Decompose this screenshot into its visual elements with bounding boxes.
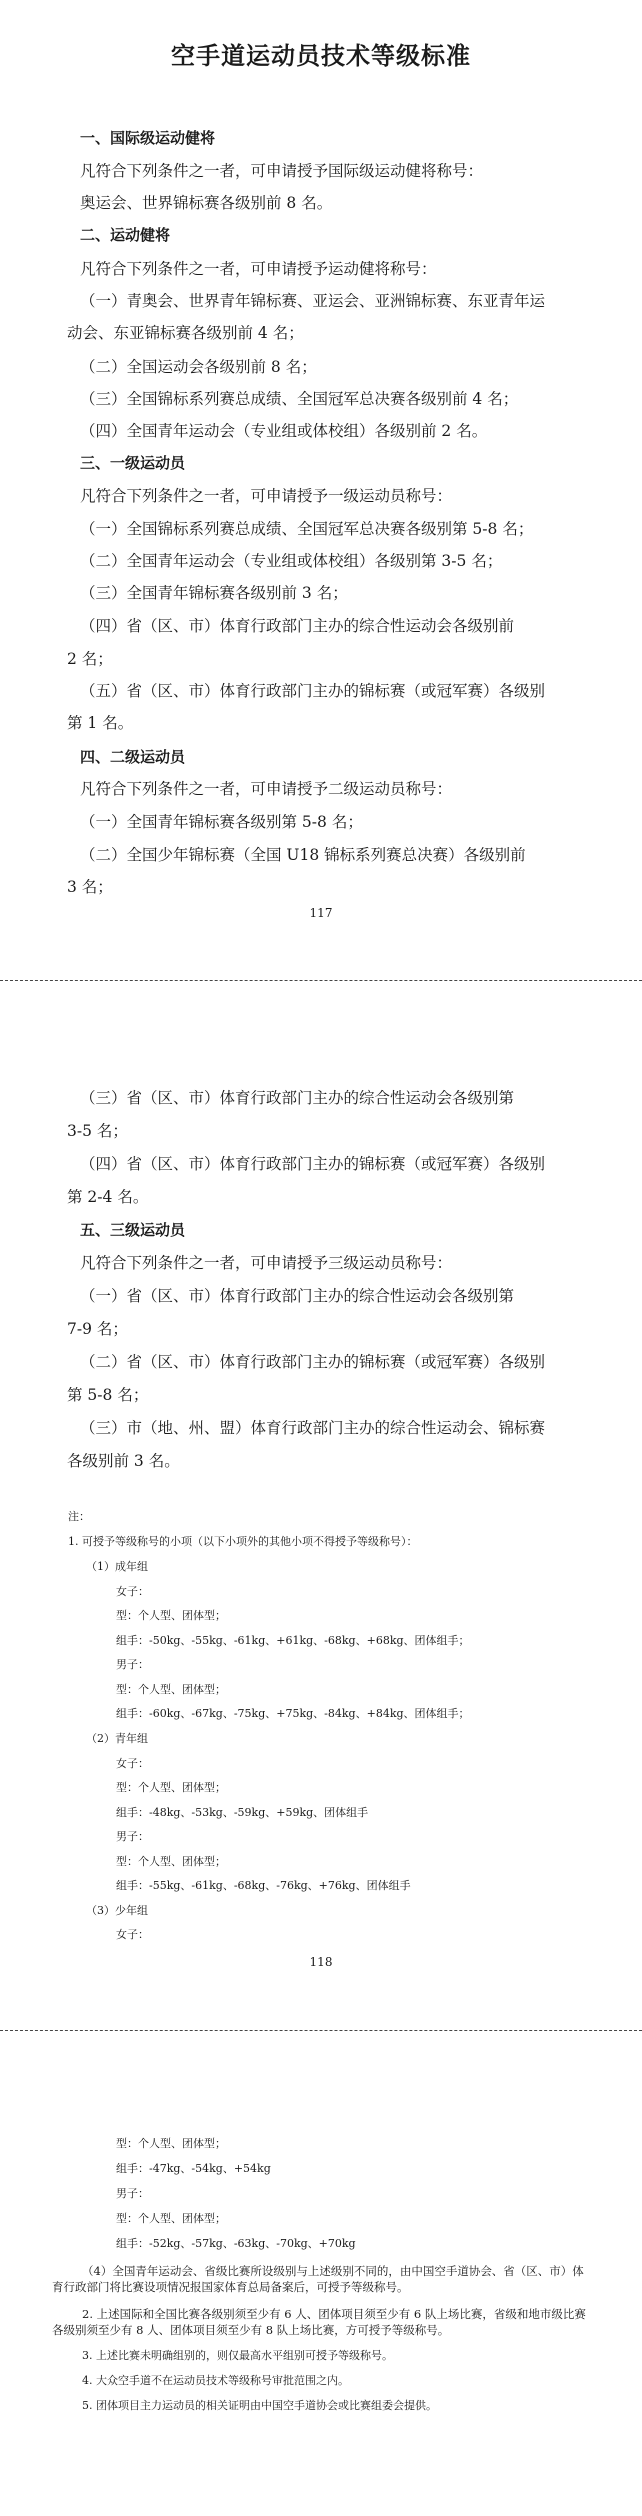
note-paragraph: 2. 上述国际和全国比赛各级别须至少有 6 人、团体项目须至少有 6 队上场比赛，省级和地市级比赛各级别须至少有 8 人、团体项目须至少有 8 队上场比赛，方可授予等级称号。 <box>52 2307 586 2337</box>
note-item: 男子： <box>116 1658 149 1671</box>
paragraph-line: 7-9 名； <box>67 1320 128 1338</box>
note-item: 组手：-47kg、-54kg、+54kg <box>116 2162 271 2175</box>
note-item: 型：个人型、团体型； <box>116 2137 226 2150</box>
paragraph-line: 奥运会、世界锦标赛各级别前 8 名。 <box>80 194 333 212</box>
paragraph-line: （三）全国锦标系列赛总成绩、全国冠军总决赛各级别前 4 名； <box>80 390 519 408</box>
paragraph-line: （一）省（区、市）体育行政部门主办的综合性运动会各级别第 <box>80 1287 515 1305</box>
paragraph-line: 动会、东亚锦标赛各级别前 4 名； <box>67 324 304 342</box>
note-item: （1）成年组 <box>86 1560 148 1573</box>
note-item: 型：个人型、团体型； <box>116 1609 226 1622</box>
paragraph-line: （一）青奥会、世界青年锦标赛、亚运会、亚洲锦标赛、东亚青年运 <box>80 292 546 310</box>
paragraph-line: （一）全国青年锦标赛各级别第 5-8 名； <box>80 813 363 831</box>
paragraph-line: 凡符合下列条件之一者，可申请授予一级运动员称号： <box>80 487 453 505</box>
page-number: 117 <box>309 906 333 920</box>
note-item: （2）青年组 <box>86 1732 148 1745</box>
paragraph-line: （二）省（区、市）体育行政部门主办的锦标赛（或冠军赛）各级别 <box>80 1353 546 1371</box>
note-item: 型：个人型、团体型； <box>116 1781 226 1794</box>
paragraph-line: （四）省（区、市）体育行政部门主办的综合性运动会各级别前 <box>80 617 515 635</box>
paragraph-line: （三）省（区、市）体育行政部门主办的综合性运动会各级别第 <box>80 1089 515 1107</box>
note-paragraph: 5. 团体项目主力运动员的相关证明由中国空手道协会或比赛组委会提供。 <box>82 2399 437 2412</box>
paragraph-line: 2 名； <box>67 650 113 668</box>
paragraph-line: 3 名； <box>67 878 113 896</box>
note-item: 1. 可授予等级称号的小项（以下小项外的其他小项不得授予等级称号）： <box>68 1535 418 1548</box>
section-heading-master: 二、运动健将 <box>80 226 171 244</box>
note-item: 女子： <box>116 1928 149 1941</box>
paragraph-line: 3-5 名； <box>67 1122 128 1140</box>
page-divider <box>0 980 642 981</box>
note-item: 组手：-60kg、-67kg、-75kg、+75kg、-84kg、+84kg、团体组手； <box>116 1707 470 1720</box>
paragraph-line: 第 5-8 名； <box>67 1386 149 1404</box>
paragraph-line: （二）全国运动会各级别前 8 名； <box>80 358 317 376</box>
paragraph-line: （四）全国青年运动会（专业组或体校组）各级别前 2 名。 <box>80 422 488 440</box>
note-item: 组手：-48kg、-53kg、-59kg、+59kg、团体组手 <box>116 1806 369 1819</box>
paragraph-line: 凡符合下列条件之一者，可申请授予国际级运动健将称号： <box>80 162 484 180</box>
page-title: 空手道运动员技术等级标准 <box>171 42 471 70</box>
note-item: 组手：-55kg、-61kg、-68kg、-76kg、+76kg、团体组手 <box>116 1879 411 1892</box>
paragraph-line: （二）全国少年锦标赛（全国 U18 锦标系列赛总决赛）各级别前 <box>80 846 526 864</box>
note-paragraph: 4. 大众空手道不在运动员技术等级称号审批范围之内。 <box>82 2374 349 2387</box>
paragraph-line: （二）全国青年运动会（专业组或体校组）各级别第 3-5 名； <box>80 552 503 570</box>
paragraph-line: 凡符合下列条件之一者，可申请授予三级运动员称号： <box>80 1254 453 1272</box>
note-item: 女子： <box>116 1757 149 1770</box>
note-item: 男子： <box>116 2187 149 2200</box>
note-item: 组手：-50kg、-55kg、-61kg、+61kg、-68kg、+68kg、团体组手； <box>116 1634 470 1647</box>
paragraph-line: 第 2-4 名。 <box>67 1188 149 1206</box>
notes-label: 注： <box>68 1510 90 1523</box>
note-item: 组手：-52kg、-57kg、-63kg、-70kg、+70kg <box>116 2237 356 2250</box>
paragraph-line: 各级别前 3 名。 <box>67 1452 180 1470</box>
note-item: 型：个人型、团体型； <box>116 2212 226 2225</box>
note-item: （3）少年组 <box>86 1904 148 1917</box>
paragraph-line: 第 1 名。 <box>67 714 134 732</box>
paragraph-line: 凡符合下列条件之一者，可申请授予二级运动员称号： <box>80 780 453 798</box>
paragraph-line: （五）省（区、市）体育行政部门主办的锦标赛（或冠军赛）各级别 <box>80 682 546 700</box>
note-paragraph: （4）全国青年运动会、省级比赛所设级别与上述级别不同的，由中国空手道协会、省（区、市）体育行政部门将比赛设项情况报国家体育总局备案后，可授予等级称号。 <box>52 2264 584 2294</box>
paragraph-line: （四）省（区、市）体育行政部门主办的锦标赛（或冠军赛）各级别 <box>80 1155 546 1173</box>
section-heading-second-class: 四、二级运动员 <box>80 748 186 766</box>
section-heading-first-class: 三、一级运动员 <box>80 454 186 472</box>
note-item: 女子： <box>116 1585 149 1598</box>
paragraph-line: 凡符合下列条件之一者，可申请授予运动健将称号： <box>80 260 437 278</box>
paragraph-line: （三）市（地、州、盟）体育行政部门主办的综合性运动会、锦标赛 <box>80 1419 546 1437</box>
note-item: 型：个人型、团体型； <box>116 1855 226 1868</box>
section-heading-third-class: 五、三级运动员 <box>80 1221 186 1239</box>
paragraph-line: （一）全国锦标系列赛总成绩、全国冠军总决赛各级别第 5-8 名； <box>80 520 534 538</box>
section-heading-international-master: 一、国际级运动健将 <box>80 129 216 147</box>
note-item: 男子： <box>116 1830 149 1843</box>
page-number: 118 <box>309 1955 333 1969</box>
page-divider <box>0 2030 642 2031</box>
paragraph-line: （三）全国青年锦标赛各级别前 3 名； <box>80 584 348 602</box>
note-paragraph: 3. 上述比赛未明确组别的，则仅最高水平组别可授予等级称号。 <box>82 2349 393 2362</box>
note-item: 型：个人型、团体型； <box>116 1683 226 1696</box>
